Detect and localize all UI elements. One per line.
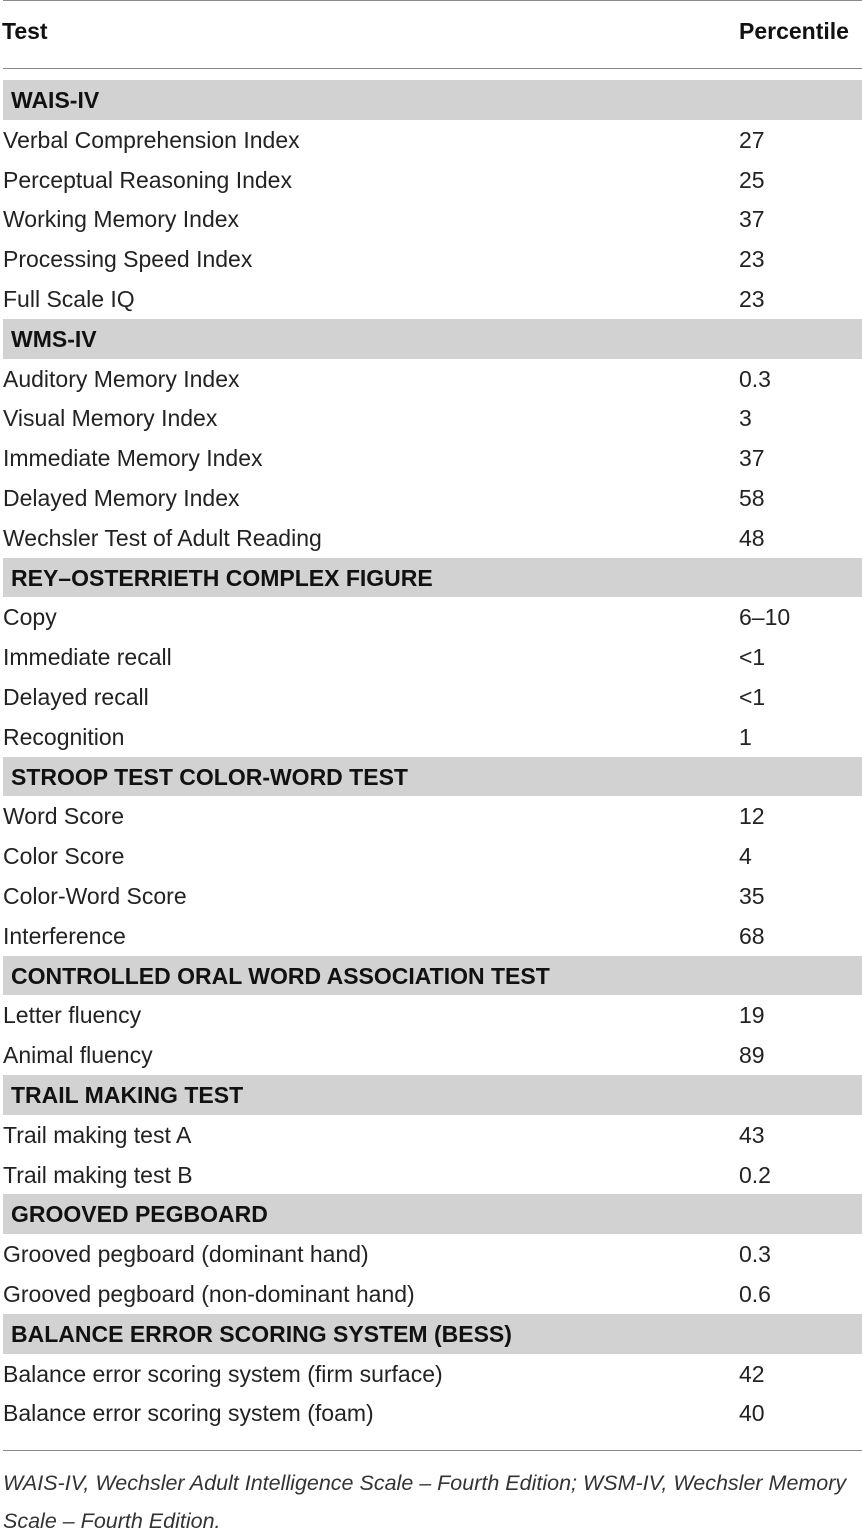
table-row (0, 677, 862, 717)
section-title: STROOP TEST COLOR-WORD TEST (11, 763, 408, 790)
section-header-row (3, 1314, 862, 1354)
test-name: Auditory Memory Index (3, 365, 240, 392)
section-header-row (3, 1075, 862, 1115)
test-name: Trail making test A (3, 1121, 192, 1148)
header-rule (3, 68, 862, 69)
test-name: Grooved pegboard (dominant hand) (3, 1241, 369, 1268)
percentile-value: 0.3 (739, 365, 771, 392)
table-row (0, 199, 862, 239)
test-name: Verbal Comprehension Index (3, 126, 300, 153)
section-header-row (3, 80, 862, 120)
table-row (0, 836, 862, 876)
test-name: Balance error scoring system (foam) (3, 1400, 374, 1427)
table-row (0, 995, 862, 1035)
section-title: TRAIL MAKING TEST (11, 1081, 244, 1108)
table-row (0, 1155, 862, 1195)
test-name: Wechsler Test of Adult Reading (3, 524, 322, 551)
percentile-value: 0.6 (739, 1280, 771, 1307)
table-footnote: WAIS-IV, Wechsler Adult Intelligence Scale – Fourth Edition; WSM-IV, Wechsler Memory Scale – Fourth Edition. (3, 1471, 847, 1533)
test-name: Copy (3, 604, 57, 631)
percentile-value: 35 (739, 882, 765, 909)
percentile-value: 0.2 (739, 1161, 771, 1188)
section-title: WAIS-IV (11, 87, 100, 113)
percentile-value: 48 (739, 524, 765, 551)
test-name: Working Memory Index (3, 206, 240, 233)
test-name: Grooved pegboard (non-dominant hand) (3, 1280, 415, 1307)
test-name: Interference (3, 922, 126, 949)
test-name: Recognition (3, 723, 125, 750)
section-title: GROOVED PEGBOARD (11, 1201, 268, 1228)
section-title: WMS-IV (11, 325, 97, 352)
percentile-value: 1 (739, 723, 752, 750)
percentile-value: 43 (739, 1121, 765, 1148)
table-header (0, 0, 862, 66)
test-name: Delayed recall (3, 683, 149, 710)
table-row (0, 120, 862, 160)
percentile-value: 23 (739, 285, 765, 312)
test-name: Color Score (3, 843, 125, 870)
table-row (0, 637, 862, 677)
table-row (0, 1274, 862, 1314)
table-row (0, 239, 862, 279)
test-name: Word Score (3, 803, 125, 830)
header-test: Test (2, 18, 48, 44)
table-row (0, 916, 862, 956)
test-name: Full Scale IQ (3, 285, 135, 312)
table-row (0, 597, 862, 637)
table-row (0, 1035, 862, 1075)
percentile-value: 19 (739, 1002, 765, 1029)
table-row (0, 1115, 862, 1155)
section-header-row (3, 1194, 862, 1234)
test-name: Color-Word Score (3, 882, 187, 909)
table-row (0, 478, 862, 518)
percentile-value: 12 (739, 803, 765, 830)
table-row (0, 876, 862, 916)
test-name: Letter fluency (3, 1002, 142, 1029)
percentile-value: 4 (739, 843, 752, 870)
test-name: Trail making test B (3, 1161, 193, 1188)
percentile-value: 42 (739, 1360, 765, 1387)
test-name: Processing Speed Index (3, 246, 253, 273)
percentile-value: 3 (739, 405, 752, 432)
section-header-row (3, 757, 862, 797)
test-name: Perceptual Reasoning Index (3, 166, 292, 193)
header-percentile: Percentile (739, 18, 849, 44)
test-name: Visual Memory Index (3, 405, 218, 432)
percentile-value: <1 (739, 683, 766, 710)
section-header-row (3, 956, 862, 996)
table-row (0, 1354, 862, 1394)
percentile-value: 89 (739, 1042, 765, 1069)
percentile-value: 68 (739, 922, 765, 949)
test-name: Balance error scoring system (firm surface) (3, 1360, 443, 1387)
section-header-row (3, 558, 862, 598)
table-row (0, 796, 862, 836)
table-row (0, 160, 862, 200)
bottom-rule (3, 1450, 862, 1451)
table-row (0, 359, 862, 399)
section-title: BALANCE ERROR SCORING SYSTEM (BESS) (11, 1320, 512, 1347)
test-name: Animal fluency (3, 1042, 153, 1069)
table-row (0, 1393, 862, 1433)
percentile-value: 40 (739, 1400, 765, 1427)
percentile-value: 25 (739, 166, 765, 193)
percentile-value: 37 (739, 445, 765, 472)
section-title: REY–OSTERRIETH COMPLEX FIGURE (11, 564, 433, 591)
table-body (0, 80, 862, 1433)
section-title: CONTROLLED ORAL WORD ASSOCIATION TEST (11, 962, 550, 989)
percentile-value: 6–10 (739, 604, 791, 631)
test-name: Immediate Memory Index (3, 445, 263, 472)
table-row (0, 518, 862, 558)
table-row (0, 1234, 862, 1274)
percentile-value: 37 (739, 206, 765, 233)
test-name: Delayed Memory Index (3, 484, 240, 511)
percentile-value: 27 (739, 126, 765, 153)
percentile-value: 0.3 (739, 1241, 771, 1268)
percentile-value: 58 (739, 484, 765, 511)
table-row (0, 398, 862, 438)
section-header-row (3, 319, 862, 359)
table-row (0, 279, 862, 319)
test-name: Immediate recall (3, 644, 172, 671)
table-row (0, 438, 862, 478)
percentile-value: 23 (739, 246, 765, 273)
percentile-value: <1 (739, 644, 766, 671)
table-row (0, 717, 862, 757)
